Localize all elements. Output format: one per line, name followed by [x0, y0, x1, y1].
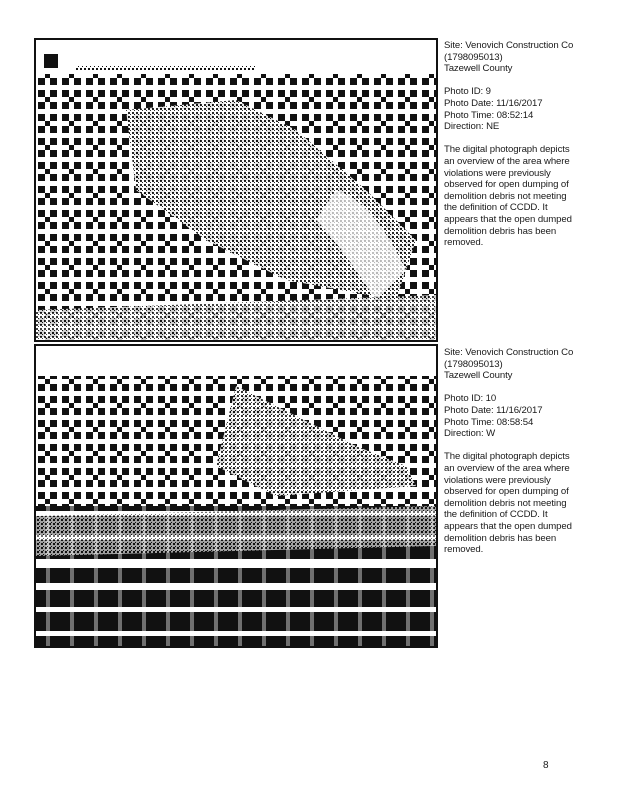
description-line: removed.: [444, 237, 484, 249]
description-line: demolition debris not meeting: [444, 190, 567, 202]
description-line: violations were previously: [444, 167, 551, 179]
photo-date: Photo Date: 11/16/2017: [444, 404, 543, 416]
description-line: appears that the open dumped: [444, 213, 572, 225]
site-name: Site: Venovich Construction Co: [444, 40, 574, 51]
description-line: removed.: [444, 544, 484, 556]
description-line: an overview of the area where: [444, 155, 570, 167]
site-photo-1: [34, 38, 438, 342]
description-line: appears that the open dumped: [444, 520, 572, 532]
site-id: (1798095013): [444, 358, 503, 370]
description-line: observed for open dumping of: [444, 179, 569, 191]
description-line: demolition debris has been: [444, 225, 557, 237]
photo-time: Photo Time: 08:52:14: [444, 109, 534, 121]
description-line: the definition of CCDD. It: [444, 509, 548, 521]
description-line: demolition debris has been: [444, 532, 557, 544]
description-line: the definition of CCDD. It: [444, 202, 548, 214]
page-number: 8: [543, 760, 549, 771]
photo-time: Photo Time: 08:58:54: [444, 416, 534, 428]
photo-direction: Direction: NE: [444, 121, 500, 133]
site-id: (1798095013): [444, 51, 503, 63]
photo-2-caption: [444, 347, 614, 567]
photo-id: Photo ID: 10: [444, 393, 497, 405]
site-name: Site: Venovich Construction Co: [444, 347, 574, 358]
photo-description: [444, 144, 614, 248]
photo-2-image: [36, 346, 436, 646]
photo-direction: Direction: W: [444, 428, 496, 440]
photo-1-image: [36, 40, 436, 340]
site-photo-2: [34, 344, 438, 648]
county: Tazewell County: [444, 63, 513, 75]
description-line: observed for open dumping of: [444, 486, 569, 498]
photo-1-caption: [444, 40, 614, 260]
description-line: an overview of the area where: [444, 462, 570, 474]
description-line: violations were previously: [444, 474, 551, 486]
description-line: demolition debris not meeting: [444, 497, 567, 509]
description-line: The digital photograph depicts: [444, 451, 570, 463]
county: Tazewell County: [444, 370, 513, 382]
photo-date: Photo Date: 11/16/2017: [444, 97, 543, 109]
description-line: The digital photograph depicts: [444, 144, 570, 156]
photo-description: [444, 451, 614, 555]
photo-id: Photo ID: 9: [444, 86, 491, 98]
